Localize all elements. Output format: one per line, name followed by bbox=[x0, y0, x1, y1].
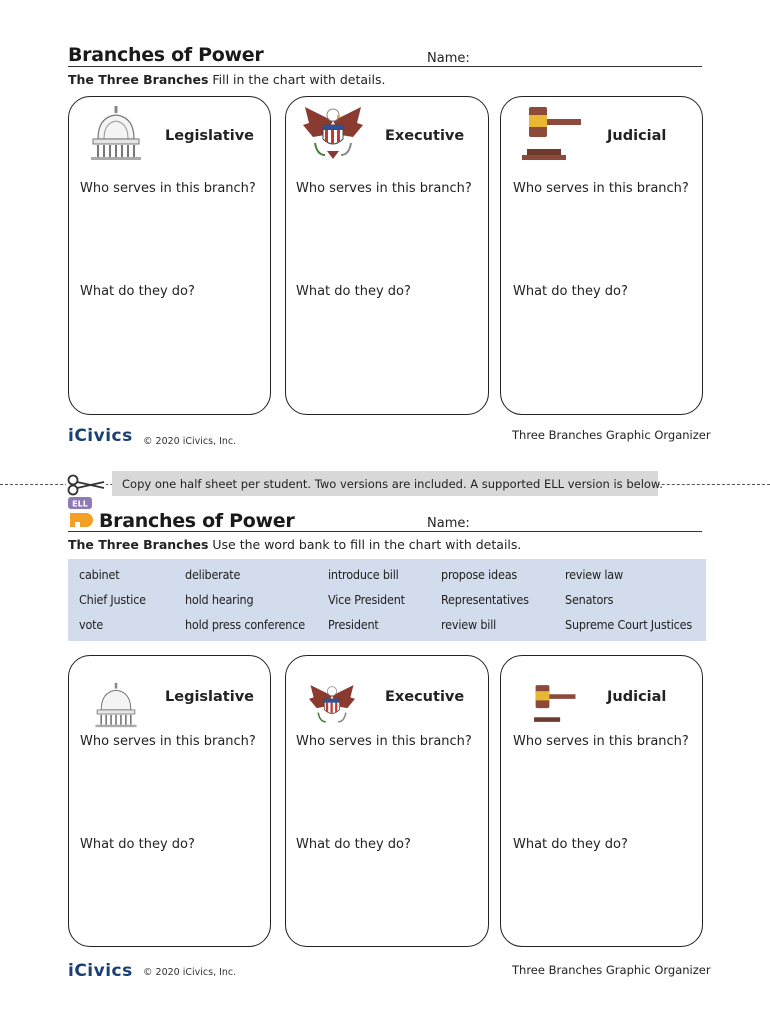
branch-label: Judicial bbox=[607, 128, 667, 144]
copyright: © 2020 iCivics, Inc. bbox=[143, 967, 237, 978]
what-do-they-do-question: What do they do? bbox=[80, 837, 195, 852]
who-serves-question: Who serves in this branch? bbox=[296, 734, 472, 749]
word-bank-item: introduce bill bbox=[328, 567, 399, 582]
footer-title: Three Branches Graphic Organizer bbox=[512, 963, 711, 977]
legislative-card bbox=[68, 655, 271, 947]
word-bank-item: hold press conference bbox=[185, 617, 305, 632]
judicial-card bbox=[500, 655, 703, 947]
branch-label: Legislative bbox=[165, 689, 254, 705]
word-bank-item: deliberate bbox=[185, 567, 241, 582]
word-bank bbox=[68, 559, 706, 641]
capitol-icon bbox=[93, 682, 139, 728]
branch-label: Executive bbox=[385, 128, 465, 144]
word-bank-item: Senators bbox=[565, 592, 614, 607]
eagle-seal-icon bbox=[303, 682, 361, 728]
what-do-they-do-question: What do they do? bbox=[296, 837, 411, 852]
instructions bbox=[68, 72, 386, 87]
executive-card bbox=[285, 96, 489, 415]
branch-label: Judicial bbox=[607, 689, 667, 705]
word-bank-item: hold hearing bbox=[185, 592, 254, 607]
legislative-card bbox=[68, 96, 271, 415]
instructions-bold: The Three Branches bbox=[68, 72, 209, 87]
icivics-logo: iCivics bbox=[68, 426, 133, 446]
capitol-icon bbox=[90, 105, 142, 161]
word-bank-item: review bill bbox=[441, 617, 497, 632]
word-bank-item: Chief Justice bbox=[79, 592, 146, 607]
what-do-they-do-question: What do they do? bbox=[296, 284, 411, 299]
who-serves-question: Who serves in this branch? bbox=[296, 181, 472, 196]
page-title: Branches of Power bbox=[68, 44, 264, 66]
instructions-text: Use the word bank to fill in the chart with details. bbox=[208, 537, 522, 552]
page-title: Branches of Power bbox=[99, 510, 295, 532]
eagle-seal-icon bbox=[301, 103, 365, 163]
ell-badge-text: ELL bbox=[72, 499, 88, 509]
instructions-bold: The Three Branches bbox=[68, 537, 209, 552]
what-do-they-do-question: What do they do? bbox=[80, 284, 195, 299]
word-bank-item: cabinet bbox=[79, 567, 120, 582]
footer-title: Three Branches Graphic Organizer bbox=[512, 428, 711, 442]
instructions bbox=[68, 537, 521, 552]
word-bank-item: President bbox=[328, 617, 379, 632]
name-label: Name: bbox=[427, 516, 470, 531]
word-bank-item: Vice President bbox=[328, 592, 405, 607]
name-label: Name: bbox=[427, 51, 470, 66]
icivics-logo: iCivics bbox=[68, 961, 133, 981]
title-rule bbox=[68, 531, 702, 532]
gavel-icon bbox=[521, 103, 585, 163]
ell-icon bbox=[67, 496, 95, 532]
who-serves-question: Who serves in this branch? bbox=[513, 181, 689, 196]
what-do-they-do-question: What do they do? bbox=[513, 837, 628, 852]
word-bank-item: Supreme Court Justices bbox=[565, 617, 692, 632]
who-serves-question: Who serves in this branch? bbox=[80, 734, 256, 749]
word-bank-item: vote bbox=[79, 617, 104, 632]
copy-instructions-banner: Copy one half sheet per student. Two versions are included. A supported ELL version is below. bbox=[112, 471, 658, 496]
title-rule bbox=[68, 66, 702, 67]
branch-label: Executive bbox=[385, 689, 465, 705]
copyright: © 2020 iCivics, Inc. bbox=[143, 436, 237, 447]
branch-label: Legislative bbox=[165, 128, 254, 144]
word-bank-item: review law bbox=[565, 567, 623, 582]
executive-card bbox=[285, 655, 489, 947]
scissors-icon bbox=[66, 474, 106, 496]
word-bank-item: Representatives bbox=[441, 592, 529, 607]
who-serves-question: Who serves in this branch? bbox=[80, 181, 256, 196]
who-serves-question: Who serves in this branch? bbox=[513, 734, 689, 749]
gavel-icon bbox=[527, 682, 581, 728]
instructions-text: Fill in the chart with details. bbox=[208, 72, 386, 87]
word-bank-item: propose ideas bbox=[441, 567, 518, 582]
judicial-card bbox=[500, 96, 703, 415]
what-do-they-do-question: What do they do? bbox=[513, 284, 628, 299]
